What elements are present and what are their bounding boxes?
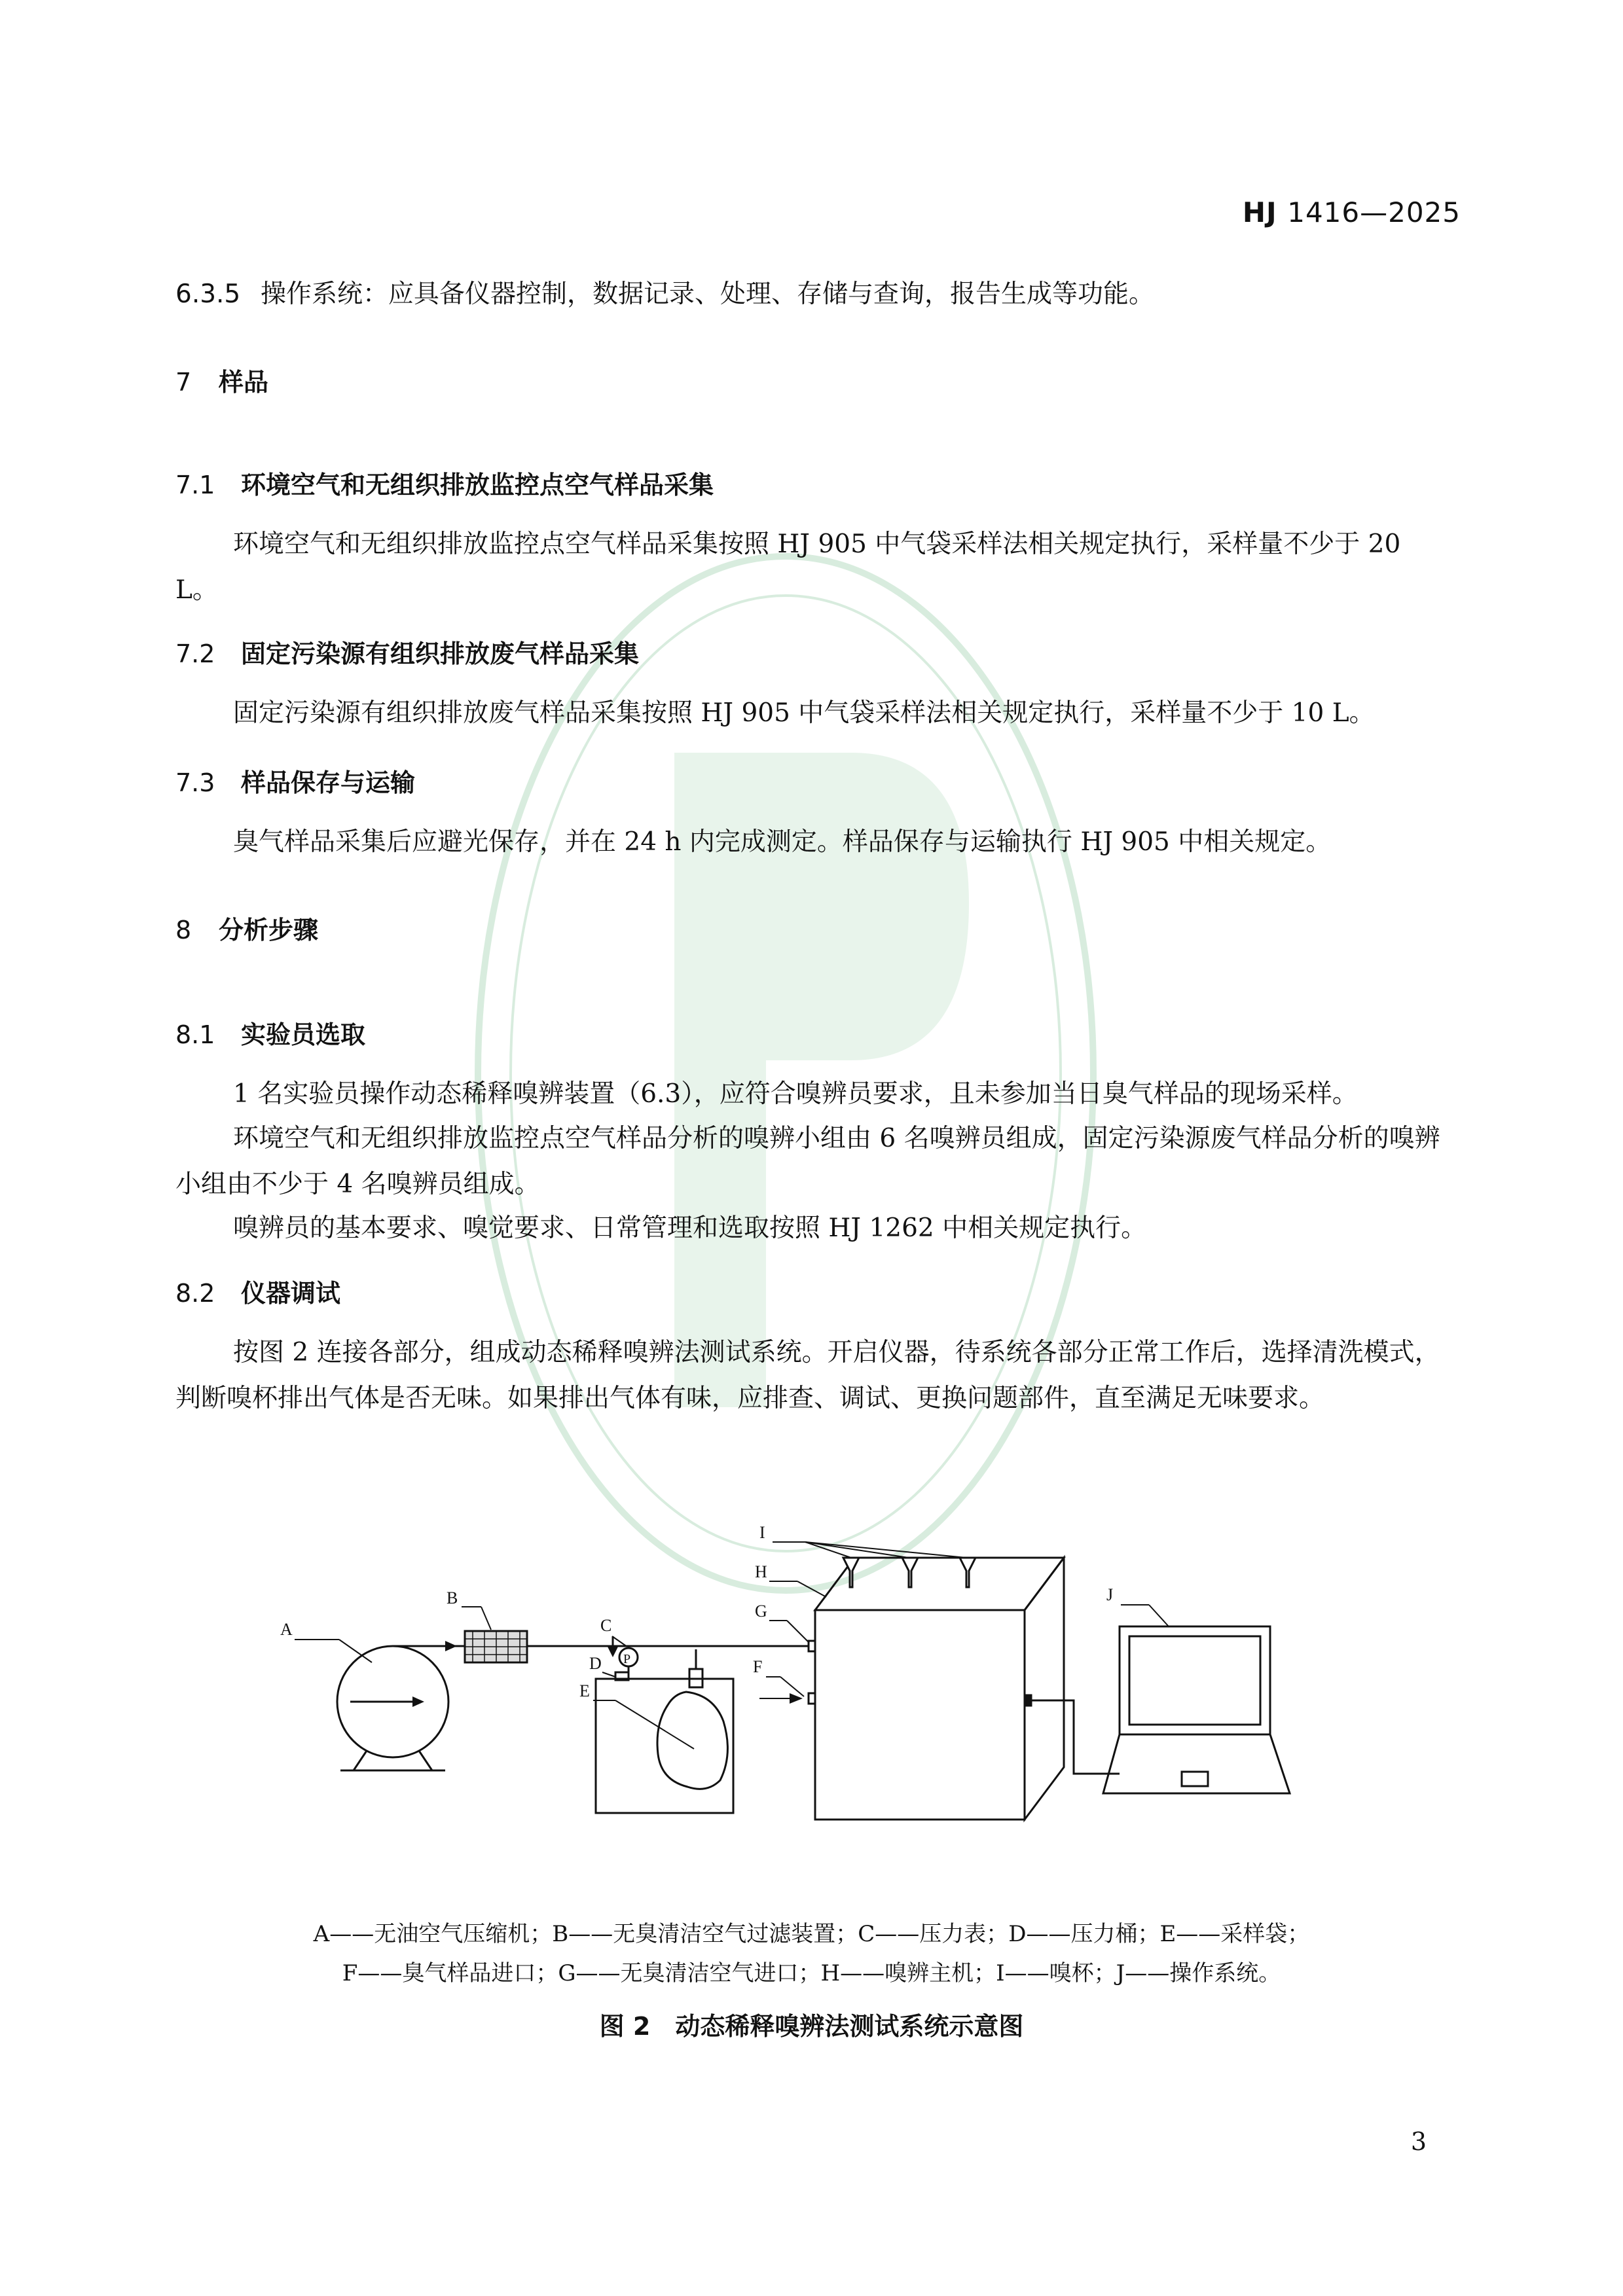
laptop-icon [1103, 1626, 1290, 1793]
section-heading-7: 7 样品 [175, 368, 269, 397]
olfactometer-main-unit-icon [815, 1558, 1064, 1820]
clause-text: 操作系统：应具备仪器控制，数据记录、处理、存储与查询，报告生成等功能。 [261, 279, 1155, 309]
page-number: 3 [1410, 2127, 1427, 2156]
section-heading-7-1: 7.1 环境空气和无组织排放监控点空气样品采集 [175, 471, 714, 499]
label-h: H [755, 1562, 767, 1581]
air-filter-icon [465, 1631, 527, 1662]
label-g: G [755, 1602, 767, 1621]
document-code: HJ 1416—2025 [1242, 196, 1461, 228]
label-b: B [447, 1588, 458, 1607]
figure-legend-line-1: A——无油空气压缩机；B——无臭清洁空气过滤装置；C——压力表；D——压力桶；E——采样袋； [313, 1921, 1310, 1947]
figure-legend-line-2: F——臭气样品进口；G——无臭清洁空气进口；H——嗅辨主机；I——嗅杯；J——操作系统。 [342, 1960, 1281, 1986]
label-a: A [280, 1620, 293, 1639]
clause-number: 6.3.5 [175, 279, 241, 309]
paragraph-8-1-a: 1 名实验员操作动态稀释嗅辨装置（6.3），应符合嗅辨员要求，且未参加当日臭气样品的现场采样。 [233, 1079, 1358, 1109]
sniffing-cups-icon [843, 1558, 976, 1587]
sample-bag-icon [657, 1669, 727, 1789]
label-f: F [753, 1657, 763, 1676]
paragraph-7-1: 环境空气和无组织排放监控点空气样品采集按照 HJ 905 中气袋采样法相关规定执行，采样量不少于 20 L。 [175, 529, 1401, 605]
section-heading-8-1: 8.1 实验员选取 [175, 1020, 366, 1049]
air-compressor-icon [337, 1646, 448, 1770]
paragraph-8-1-b: 环境空气和无组织排放监控点空气样品分析的嗅辨小组由 6 名嗅辨员组成，固定污染源废气样品分析的嗅辨小组由不少于 4 名嗅辨员组成。 [175, 1124, 1440, 1199]
test-system-diagram [249, 1505, 1388, 1846]
paragraph-7-3: 臭气样品采集后应避光保存，并在 24 h 内完成测定。样品保存与运输执行 HJ 905 中相关规定。 [233, 827, 1332, 857]
paragraph-8-1-c: 嗅辨员的基本要求、嗅觉要求、日常管理和选取按照 HJ 1262 中相关规定执行。 [233, 1213, 1147, 1243]
section-heading-8-2: 8.2 仪器调试 [175, 1279, 341, 1308]
section-heading-7-2: 7.2 固定污染源有组织排放废气样品采集 [175, 639, 640, 668]
gauge-label: P [623, 1652, 631, 1666]
paragraph-7-2: 固定污染源有组织排放废气样品采集按照 HJ 905 中气袋采样法相关规定执行，采样量不少于 10 L。 [233, 698, 1375, 728]
paragraph-8-2: 按图 2 连接各部分，组成动态稀释嗅辨法测试系统。开启仪器，待系统各部分正常工作后，选择清洗模式，判断嗅杯排出气体是否无味。如果排出气体有味，应排查、调试、更换问题部件，直至满足无味要求。 [175, 1338, 1440, 1413]
label-i: I [759, 1523, 765, 1542]
label-d: D [589, 1654, 602, 1673]
section-heading-8: 8 分析步骤 [175, 916, 319, 944]
pressure-barrel-icon [596, 1672, 733, 1813]
section-heading-7-3: 7.3 样品保存与运输 [175, 768, 416, 797]
label-c: C [600, 1616, 612, 1635]
figure-caption: 图 2 动态稀释嗅辨法测试系统示意图 [599, 2012, 1024, 2041]
label-e: E [579, 1681, 590, 1700]
clause-6-3-5 [175, 272, 1448, 317]
label-j: J [1106, 1585, 1114, 1604]
